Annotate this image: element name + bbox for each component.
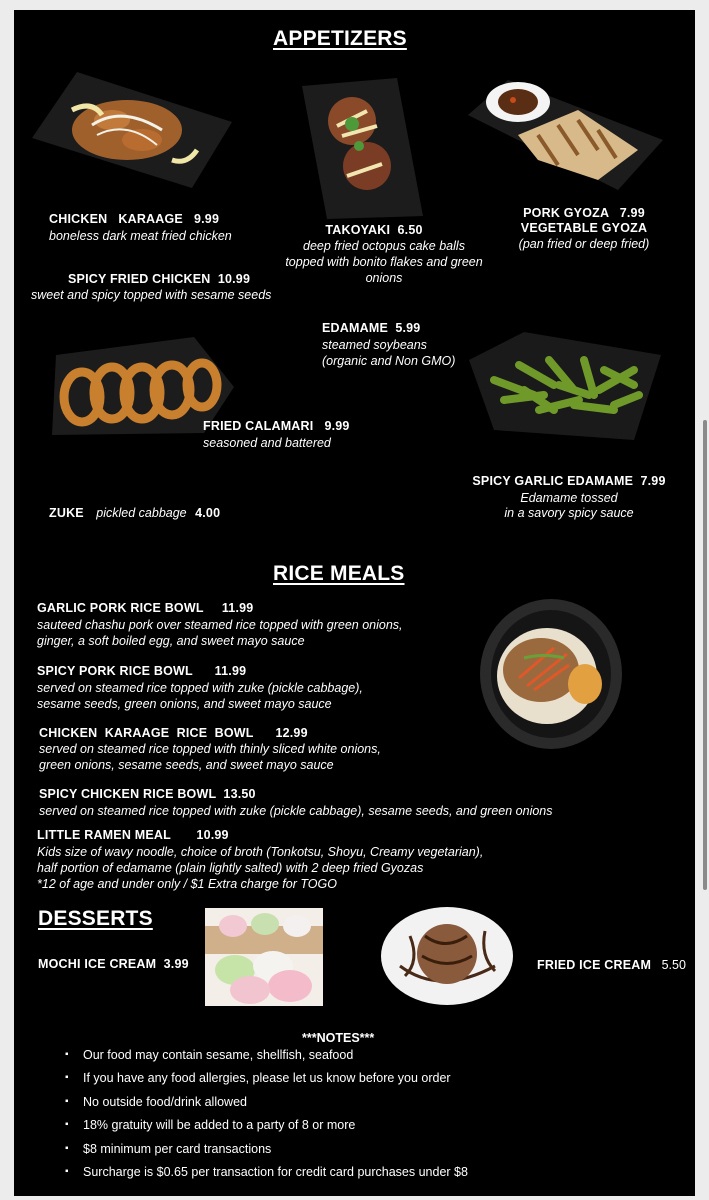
rice-meals-heading: RICE MEALS (273, 562, 405, 585)
rice-meal-desc: *12 of age and under only / $1 Extra charge for TOGO (37, 877, 337, 891)
fried-ice-cream-row (537, 956, 686, 974)
spicy-fried-chicken-desc: sweet and spicy topped with sesame seeds (31, 288, 272, 302)
fried-calamari-desc: seasoned and battered (203, 436, 331, 450)
fried-calamari-name: FRIED CALAMARI 9.99 (203, 419, 350, 433)
fried-ice-cream-name: FRIED ICE CREAM (537, 958, 652, 972)
fried-ice-cream-price: 5.50 (661, 958, 686, 972)
notes-item: ▪ No outside food/drink allowed (65, 1093, 468, 1116)
spicy-garlic-edamame-name: SPICY GARLIC EDAMAME 7.99 (472, 474, 666, 488)
takoyaki-name: TAKOYAKI 6.50 (325, 223, 423, 237)
pork-gyoza-name: PORK GYOZA 7.99 (523, 206, 645, 220)
gyoza-photo (468, 80, 663, 192)
edamame-desc-2: (organic and Non GMO) (322, 354, 456, 368)
rice-meal-desc: sauteed chashu pork over steamed rice topped with green onions, (37, 618, 403, 632)
notes-item: ▪ Surcharge is $0.65 per transaction for credit card purchases under $8 (65, 1163, 468, 1186)
rice-meal-desc: served on steamed rice topped with zuke (pickle cabbage), (37, 681, 363, 695)
vegetable-gyoza-name: VEGETABLE GYOZA (520, 221, 648, 235)
rice-meal-desc: half portion of edamame (plain lightly salted) with 2 deep fried Gyozas (37, 861, 424, 875)
edamame-desc-1: steamed soybeans (322, 338, 427, 352)
notes-item: ▪ 18% gratuity will be added to a party of 8 or more (65, 1116, 468, 1139)
rice-meal-name: CHICKEN KARAAGE RICE BOWL 12.99 (39, 726, 308, 740)
rice-meal-name: GARLIC PORK RICE BOWL 11.99 (37, 601, 254, 615)
appetizers-heading: APPETIZERS (273, 27, 407, 50)
zuke-desc: pickled cabbage (96, 506, 187, 520)
rice-meal-desc: served on steamed rice topped with thinly sliced white onions, (39, 742, 381, 756)
rice-meal-desc: sesame seeds, green onions, and sweet mayo sauce (37, 697, 332, 711)
zuke-name: ZUKE (49, 506, 84, 520)
takoyaki-photo (297, 76, 427, 221)
notes-item: ▪ $8 minimum per card transactions (65, 1140, 468, 1163)
rice-meal-name: SPICY CHICKEN RICE BOWL 13.50 (39, 787, 256, 801)
rice-meal-desc: Kids size of wavy noodle, choice of broth (Tonkotsu, Shoyu, Creamy vegetarian), (37, 845, 484, 859)
chicken-karaage-name: CHICKEN KARAAGE 9.99 (49, 212, 220, 226)
edamame-photo (464, 330, 661, 442)
desserts-heading: DESSERTS (38, 907, 153, 930)
fried-ice-cream-photo (380, 906, 514, 1006)
edamame-name: EDAMAME 5.99 (322, 321, 421, 335)
zuke-row (49, 504, 220, 522)
spicy-garlic-edamame-desc-1: Edamame tossed (520, 491, 618, 505)
notes-item: ▪ If you have any food allergies, please let us know before you order (65, 1069, 468, 1092)
notes-list (65, 1046, 468, 1186)
mochi-photo (205, 908, 323, 1006)
gyoza-desc: (pan fried or deep fried) (518, 237, 650, 251)
notes-item: ▪ Our food may contain sesame, shellfish, seafood (65, 1046, 468, 1069)
chicken-karaage-photo (32, 70, 232, 190)
zuke-price: 4.00 (195, 506, 221, 520)
takoyaki-desc: deep fried octopus cake balls topped with bonito flakes and green onions (285, 239, 483, 285)
rice-meal-name: LITTLE RAMEN MEAL 10.99 (37, 828, 229, 842)
chicken-karaage-desc: boneless dark meat fried chicken (49, 229, 232, 243)
mochi-ice-cream: MOCHI ICE CREAM 3.99 (38, 957, 189, 971)
rice-meal-name: SPICY PORK RICE BOWL 11.99 (37, 664, 247, 678)
menu-page (14, 10, 695, 1196)
spicy-fried-chicken-name: SPICY FRIED CHICKEN 10.99 (68, 272, 251, 286)
rice-meal-desc: green onions, sesame seeds, and sweet mayo sauce (39, 758, 334, 772)
rice-meal-desc: ginger, a soft boiled egg, and sweet mayo sauce (37, 634, 305, 648)
rice-bowl-photo (479, 598, 624, 750)
scrollbar[interactable] (703, 420, 707, 890)
spicy-garlic-edamame-desc-2: in a savory spicy sauce (504, 506, 634, 520)
rice-meal-desc: served on steamed rice topped with zuke (pickle cabbage), sesame seeds, and green onions (39, 804, 553, 818)
notes-title: ***NOTES*** (302, 1031, 375, 1045)
